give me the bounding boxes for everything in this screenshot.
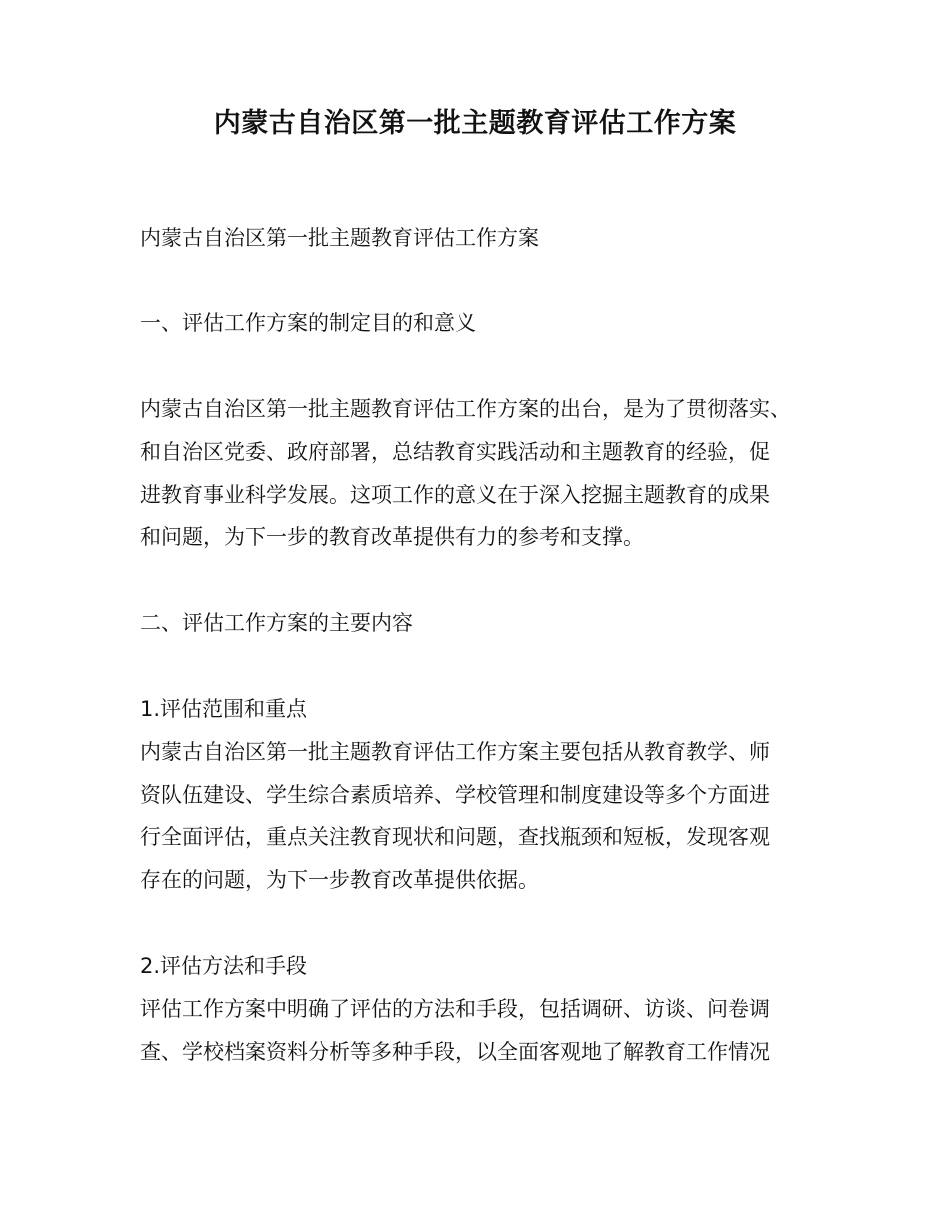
paragraph-line: 和自治区党委、政府部署，总结教育实践活动和主题教育的经验，促	[140, 440, 770, 464]
document-subtitle: 内蒙古自治区第一批主题教育评估工作方案	[140, 226, 539, 250]
paragraph-line: 和问题，为下一步的教育改革提供有力的参考和支撑。	[140, 525, 644, 549]
paragraph-line: 内蒙古自治区第一批主题教育评估工作方案主要包括从教育教学、师	[140, 740, 770, 764]
paragraph-line: 资队伍建设、学生综合素质培养、学校管理和制度建设等多个方面进	[140, 783, 770, 807]
paragraph-line: 进教育事业科学发展。这项工作的意义在于深入挖掘主题教育的成果	[140, 483, 770, 507]
item-1-heading: 1.评估范围和重点	[140, 697, 308, 721]
paragraph-line: 存在的问题，为下一步教育改革提供依据。	[140, 868, 539, 892]
paragraph-line: 评估工作方案中明确了评估的方法和手段，包括调研、访谈、问卷调	[140, 997, 770, 1021]
document-title: 内蒙古自治区第一批主题教育评估工作方案	[213, 108, 737, 139]
paragraph-line: 内蒙古自治区第一批主题教育评估工作方案的出台，是为了贯彻落实、	[140, 397, 791, 421]
section-2-heading: 二、评估工作方案的主要内容	[140, 611, 413, 635]
section-1-heading: 一、评估工作方案的制定目的和意义	[140, 311, 476, 335]
item-2-heading: 2.评估方法和手段	[140, 954, 308, 978]
paragraph-line: 行全面评估，重点关注教育现状和问题，查找瓶颈和短板，发现客观	[140, 825, 770, 849]
paragraph-line: 查、学校档案资料分析等多种手段，以全面客观地了解教育工作情况	[140, 1040, 770, 1064]
